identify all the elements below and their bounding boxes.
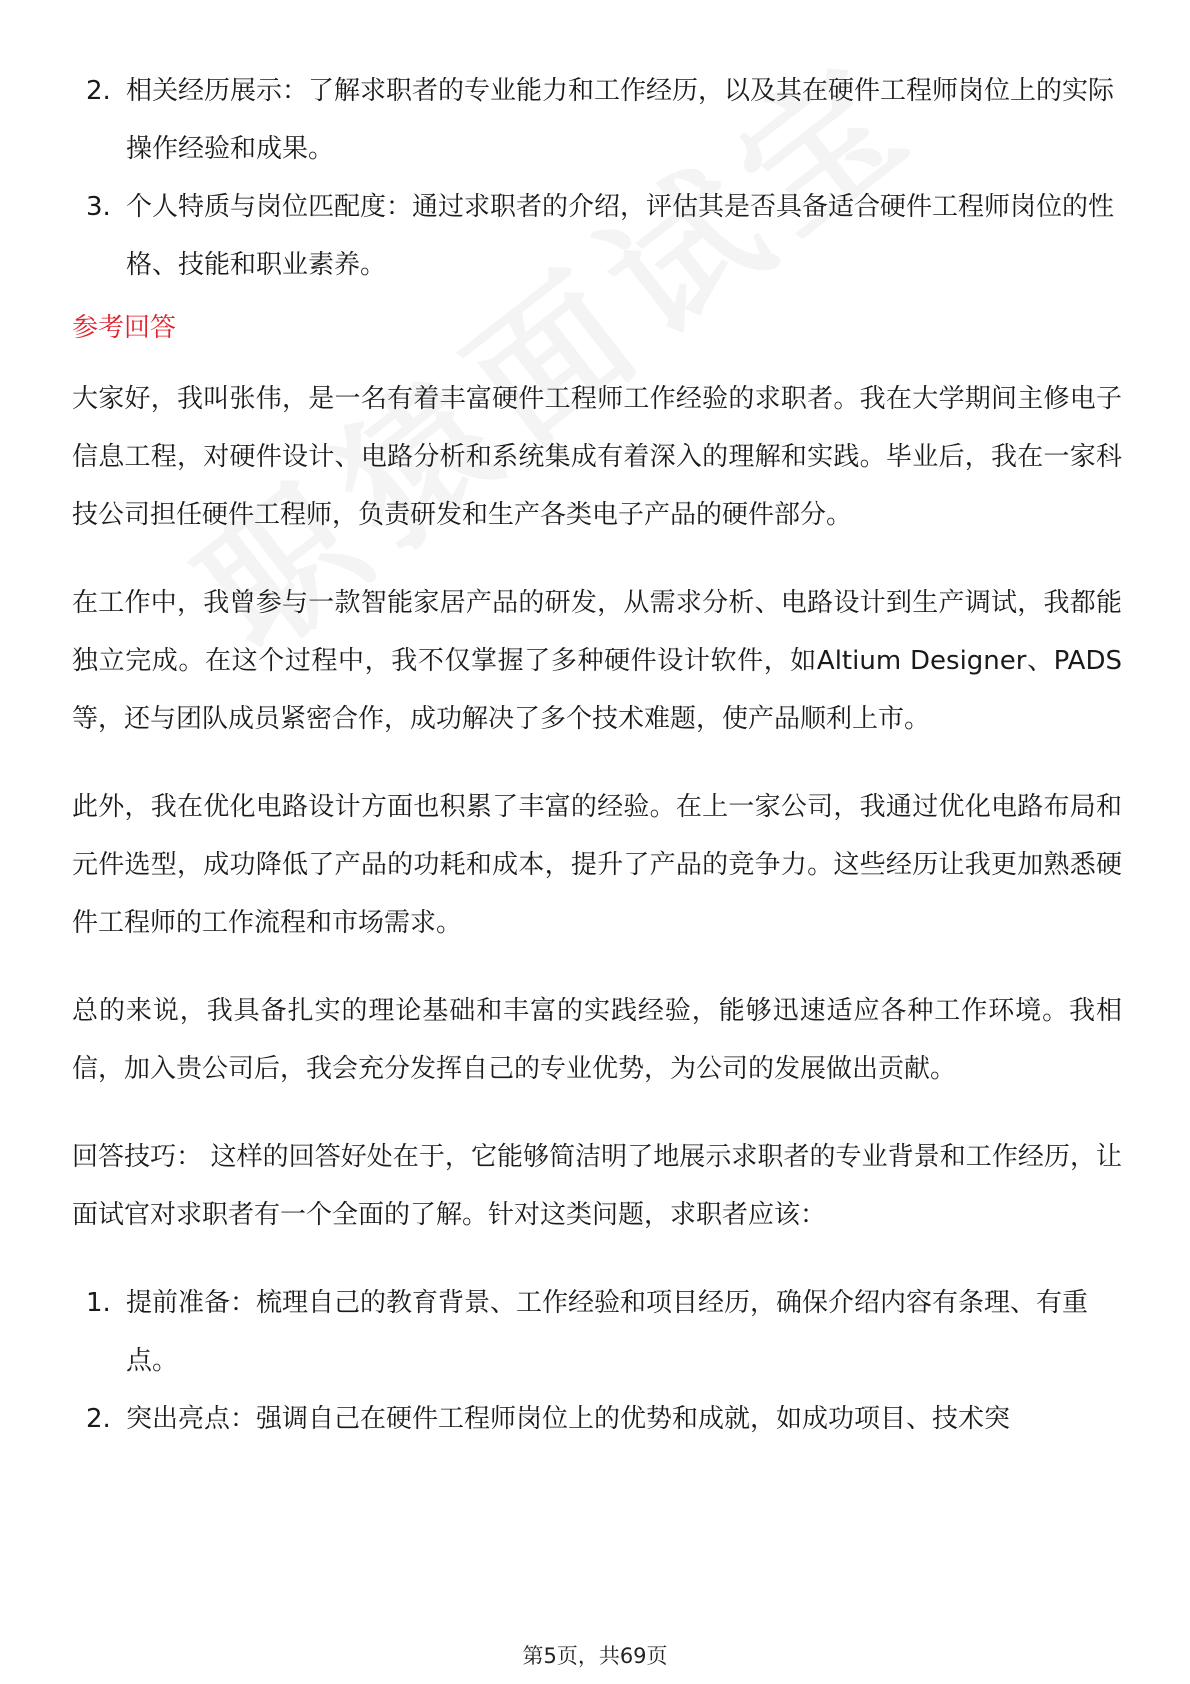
list-item <box>72 1274 1122 1390</box>
intro-list <box>72 62 1122 294</box>
list-item-number: 3. <box>86 192 111 222</box>
list-item-text: 相关经历展示：了解求职者的专业能力和工作经历，以及其在硬件工程师岗位上的实际操作经验和成果。 <box>126 76 1115 164</box>
page-footer: 第5页，共69页 <box>522 1644 668 1668</box>
section-title: 参考回答 <box>72 313 177 343</box>
tips-paragraph: 回答技巧： 这样的回答好处在于，它能够简洁明了地展示求职者的专业背景和工作经历，让面试官对求职者有一个全面的了解。针对这类问题，求职者应该： <box>72 1142 1122 1230</box>
list-item-text: 提前准备：梳理自己的教育背景、工作经验和项目经历，确保介绍内容有条理、有重点。 <box>126 1288 1089 1376</box>
answer-paragraph: 此外，我在优化电路设计方面也积累了丰富的经验。在上一家公司，我通过优化电路布局和元件选型，成功降低了产品的功耗和成本，提升了产品的竞争力。这些经历让我更加熟悉硬件工程师的工作流程和市场需求。 <box>72 792 1122 938</box>
list-item-text: 个人特质与岗位匹配度：通过求职者的介绍，评估其是否具备适合硬件工程师岗位的性格、技能和职业素养。 <box>126 192 1115 280</box>
list-item <box>72 62 1122 178</box>
answer-paragraph: 在工作中，我曾参与一款智能家居产品的研发，从需求分析、电路设计到生产调试，我都能独立完成。在这个过程中，我不仅掌握了多种硬件设计软件，如Altium Designer、PADS等，还与团队成员紧密合作，成功解决了多个技术难题，使产品顺利上市。 <box>72 588 1122 734</box>
list-item <box>72 178 1122 294</box>
list-item-number: 2. <box>86 76 111 106</box>
page-content <box>72 62 1122 1448</box>
answer-paragraph: 总的来说，我具备扎实的理论基础和丰富的实践经验，能够迅速适应各种工作环境。我相信，加入贵公司后，我会充分发挥自己的专业优势，为公司的发展做出贡献。 <box>72 996 1122 1084</box>
list-item-number: 2. <box>86 1404 111 1434</box>
list-item-number: 1. <box>86 1288 111 1318</box>
list-item <box>72 1390 1122 1448</box>
answer-paragraph: 大家好，我叫张伟，是一名有着丰富硬件工程师工作经验的求职者。我在大学期间主修电子信息工程，对硬件设计、电路分析和系统集成有着深入的理解和实践。毕业后，我在一家科技公司担任硬件工程师，负责研发和生产各类电子产品的硬件部分。 <box>72 384 1122 530</box>
tips-list <box>72 1274 1122 1448</box>
list-item-text: 突出亮点：强调自己在硬件工程师岗位上的优势和成就，如成功项目、技术突 <box>126 1404 1011 1434</box>
